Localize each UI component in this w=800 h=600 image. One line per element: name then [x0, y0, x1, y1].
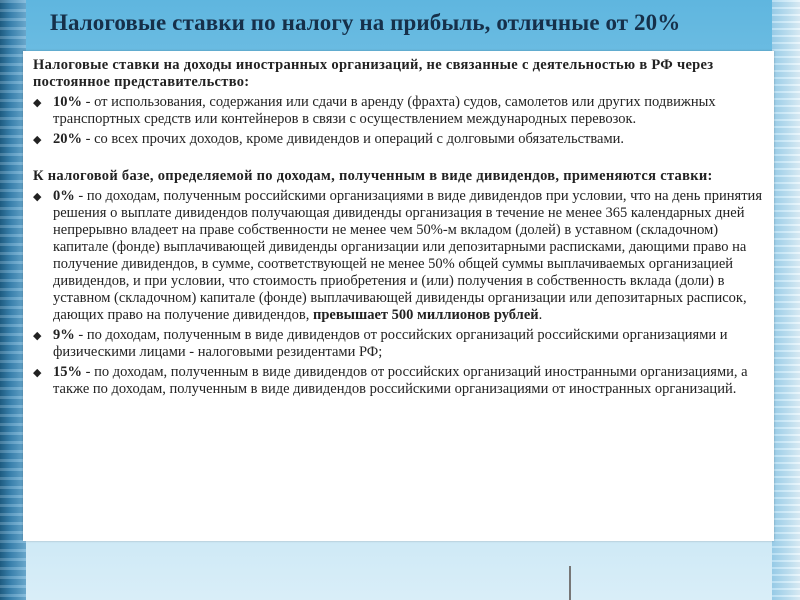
content-panel [23, 51, 774, 541]
list-item [29, 94, 769, 128]
rate-value: 10% [53, 94, 82, 110]
item-text: - от использования, содержания или сдачи в аренду (фрахта) судов, самолетов или других подвижных транспортных средств или контейнеров в связи с осуществлением международных перевозок. [53, 94, 716, 127]
list-item [29, 327, 769, 361]
item-text: - по доходам, полученным в виде дивидендов от российских организаций иностранными организациями, а также по доходам, полученным в виде дивидендов российскими организациями от иностранных организаций. [53, 364, 748, 397]
bullet-icon: ◆ [33, 366, 42, 379]
item-tail: . [538, 307, 543, 323]
list-item [29, 188, 769, 324]
section2-heading: К налоговой базе, определяемой по доходам, полученным в виде дивидендов, применяются ставки: [33, 168, 713, 184]
item-text: - по доходам, полученным в виде дивидендов от российских организаций российскими организациями и физическими лицами - налоговыми резидентами РФ; [53, 327, 728, 360]
background-right-building [772, 0, 800, 600]
rate-value: 15% [53, 364, 82, 380]
item-emphasis: превышает 500 миллионов рублей [313, 307, 539, 323]
slide-title: Налоговые ставки по налогу на прибыль, отличные от 20% [50, 10, 681, 35]
item-text: - со всех прочих доходов, кроме дивидендов и операций с долговыми обязательствами. [82, 131, 625, 147]
rate-value: 20% [53, 131, 82, 147]
content-body [29, 57, 769, 401]
list-item [29, 131, 769, 148]
section1-heading: Налоговые ставки на доходы иностранных организаций, не связанные с деятельностью в РФ через постоянное представительство: [33, 57, 714, 90]
item-text: - по доходам, полученным российскими организациями в виде дивидендов при условии, что на день принятия решения о выплате дивидендов получающая дивиденды организация в течение не менее 365 календарных дней непрерывно владеет на праве собственности не менее чем 50%-м вкладом (долей) в уставном (складочном) капитале (фонде) выплачивающей дивиденды организации или депозитарными расписками, дающими право на получение дивидендов, в сумме, соответствующей не менее 50% общей суммы выплачиваемых организацией дивидендов, и при условии, что стоимость приобретения и (или) получения в собственность вклада (доли) в уставном (складочном) капитале (фонде) выплачивающей дивиденды организации или депозитарных расписок, дающих право на получение дивидендов, [53, 188, 762, 323]
list-item [29, 364, 769, 398]
bullet-icon: ◆ [33, 133, 42, 146]
spacer [29, 151, 769, 168]
rate-value: 9% [53, 327, 75, 343]
bullet-icon: ◆ [33, 96, 42, 109]
bullet-icon: ◆ [33, 190, 42, 203]
bullet-icon: ◆ [33, 329, 42, 342]
text-cursor [569, 566, 571, 600]
rate-value: 0% [53, 188, 75, 204]
